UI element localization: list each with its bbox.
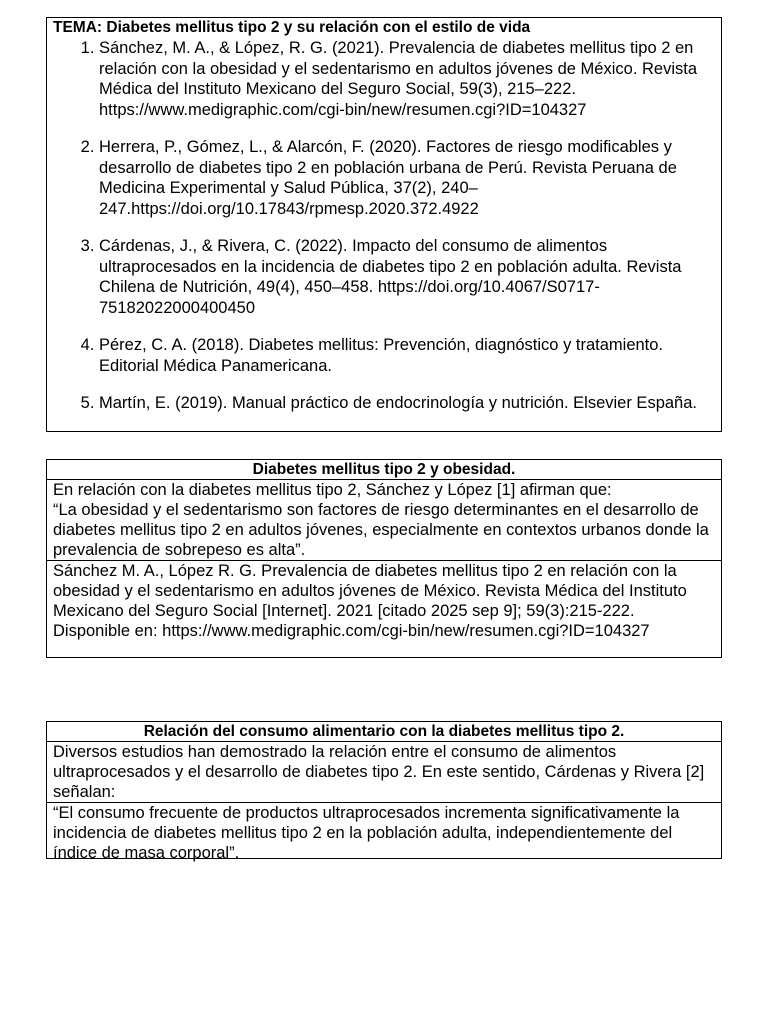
diet-quote-text: “El consumo frecuente de productos ultraprocesados incrementa significativamente la incidencia de diabetes mellitus tipo 2 en la población adulta, independientemente del índice de masa corporal”. bbox=[53, 804, 680, 862]
reference-item: 5. Martín, E. (2019). Manual práctico de endocrinología y nutrición. Elsevier España. bbox=[99, 393, 713, 414]
obesity-quote-cell bbox=[47, 480, 721, 561]
diet-intro-cell bbox=[47, 742, 721, 803]
obesity-quote-text: “La obesidad y el sedentarismo son factores de riesgo determinantes en el desarrollo de diabetes mellitus tipo 2 en adultos jóvenes, especialmente en contextos urbanos donde la prevalencia de sobrepeso es alta”. bbox=[53, 501, 709, 559]
diet-section-title: Relación del consumo alimentario con la diabetes mellitus tipo 2. bbox=[47, 722, 721, 742]
obesity-intro-text: En relación con la diabetes mellitus tipo 2, Sánchez y López [1] afirman que: bbox=[53, 481, 612, 499]
diet-intro-text: Diversos estudios han demostrado la relación entre el consumo de alimentos ultraprocesados y el desarrollo de diabetes tipo 2. En este sentido, Cárdenas y Rivera [2] señalan: bbox=[53, 743, 705, 801]
obesity-section-title: Diabetes mellitus tipo 2 y obesidad. bbox=[47, 460, 721, 480]
reference-item: 3. Cárdenas, J., & Rivera, C. (2022). Impacto del consumo de alimentos ultraprocesados en la incidencia de diabetes tipo 2 en población adulta. Revista Chilena de Nutrición, 49(4), 450–458. https://doi.org/10.4067/S0717-75182022000400450 bbox=[99, 236, 713, 318]
reference-item: 1. Sánchez, M. A., & López, R. G. (2021). Prevalencia de diabetes mellitus tipo 2 en relación con la obesidad y el sedentarismo en adultos jóvenes de México. Revista Médica del Instituto Mexicano del Seguro Social, 59(3), 215–222. https://www.medigraphic.com/cgi-bin/new/resumen.cgi?ID=104327 bbox=[99, 38, 713, 120]
diet-quote-cell bbox=[47, 803, 721, 863]
references-table bbox=[46, 17, 722, 432]
reference-item: 2. Herrera, P., Gómez, L., & Alarcón, F. (2020). Factores de riesgo modificables y desarrollo de diabetes tipo 2 en población urbana de Perú. Revista Peruana de Medicina Experimental y Salud Pública, 37(2), 240–247.https://doi.org/10.17843/rpmesp.2020.372.4922 bbox=[99, 137, 713, 219]
topic-title: TEMA: Diabetes mellitus tipo 2 y su relación con el estilo de vida bbox=[53, 19, 531, 36]
diet-table bbox=[46, 721, 722, 862]
reference-list bbox=[47, 38, 721, 414]
reference-item: 4. Pérez, C. A. (2018). Diabetes mellitus: Prevención, diagnóstico y tratamiento. Editorial Médica Panamericana. bbox=[99, 335, 713, 376]
obesity-citation-text: Sánchez M. A., López R. G. Prevalencia de diabetes mellitus tipo 2 en relación con la obesidad y el sedentarismo en adultos jóvenes de México. Revista Médica del Instituto Mexicano del Seguro Social [Internet]. 2021 [citado 2025 sep 9]; 59(3):215-222. Disponible en: https://www.medigraphic.com/cgi-bin/new/resumen.cgi?ID=104327 bbox=[53, 562, 687, 640]
obesity-table bbox=[46, 459, 722, 658]
obesity-citation-cell bbox=[47, 561, 721, 641]
